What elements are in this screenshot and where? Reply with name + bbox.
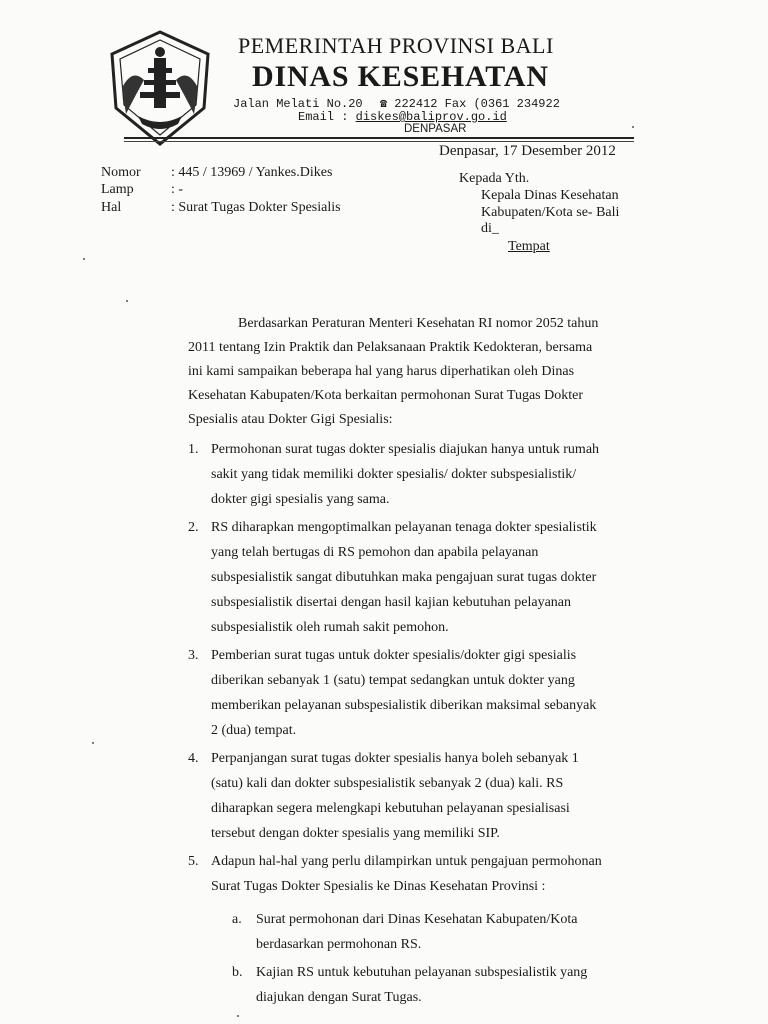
- item-3-line-3: memberikan pelayanan subspesialistik diberikan maksimal sebanyak: [211, 698, 597, 713]
- email-link[interactable]: diskes@baliprov.go.id: [355, 110, 507, 124]
- item-3-line-2: diberikan sebanyak 1 (satu) tempat sedangkan untuk dokter yang: [211, 673, 575, 688]
- item-2-line-5: subspesialistik oleh rumah sakit pemohon.: [211, 620, 449, 635]
- recipient-line-1: Kepala Dinas Kesehatan: [481, 188, 619, 203]
- subitem-a-line-2: berdasarkan permohonan RS.: [256, 937, 422, 952]
- item-4-line-3: diharapkan segera melengkapi kebutuhan pelayanan spesialisasi: [211, 801, 570, 816]
- meta-value-hal: : Surat Tugas Dokter Spesialis: [171, 200, 341, 215]
- subitem-b-line-2: diajukan dengan Surat Tugas.: [256, 990, 422, 1005]
- item-2-line-3: subspesialistik sangat dibutuhkan maka pengajuan surat tugas dokter: [211, 570, 597, 585]
- item-5-number: 5.: [188, 854, 199, 869]
- item-4-line-4: tersebut dengan dokter spesialis yang memiliki SIP.: [211, 826, 500, 841]
- email-line: [298, 110, 507, 124]
- item-3-line-1: Pemberian surat tugas untuk dokter spesialis/dokter gigi spesialis: [211, 648, 577, 663]
- address-line: [233, 96, 560, 111]
- intro-line-2: 2011 tentang Izin Praktik dan Pelaksanaan Praktik Kedokteran, bersama: [188, 340, 593, 355]
- item-2-line-1: RS diharapkan mengoptimalkan pelayanan tenaga dokter spesialistik: [211, 520, 597, 535]
- item-4-number: 4.: [188, 751, 199, 766]
- item-5-line-2: Surat Tugas Dokter Spesialis ke Dinas Kesehatan Provinsi :: [211, 879, 546, 894]
- item-1-line-1: Permohonan surat tugas dokter spesialis diajukan hanya untuk rumah: [211, 442, 600, 457]
- item-1-line-3: dokter gigi spesialis yang sama.: [211, 492, 390, 507]
- item-2-number: 2.: [188, 520, 199, 535]
- scan-speck: [126, 300, 128, 302]
- letterhead-rule-thick: [124, 137, 634, 139]
- government-name: PEMERINTAH PROVINSI BALI: [238, 33, 554, 58]
- item-2-line-4: subspesialistik disertai dengan hasil kajian kebutuhan pelayanan: [211, 595, 572, 610]
- email-label: Email :: [298, 110, 349, 124]
- phone-fax: 222412 Fax (0361 234922: [394, 97, 560, 111]
- intro-line-5: Spesialis atau Dokter Gigi Spesialis:: [188, 412, 393, 427]
- subitem-a-letter: a.: [232, 912, 242, 927]
- recipient-line-2: Kabupaten/Kota se- Bali: [481, 205, 620, 220]
- item-3-line-4: 2 (dua) tempat.: [211, 723, 297, 738]
- recipient-line-3: di_: [481, 221, 499, 236]
- letterhead-rule-thin: [124, 141, 634, 142]
- scan-speck: [92, 742, 94, 744]
- intro-line-4: Kesehatan Kabupaten/Kota berkaitan permohonan Surat Tugas Dokter: [188, 388, 584, 403]
- item-1-line-2: sakit yang tidak memiliki dokter spesialis/ dokter subspesialistik/: [211, 467, 577, 482]
- intro-line-1: Berdasarkan Peraturan Menteri Kesehatan RI nomor 2052 tahun: [238, 316, 599, 331]
- subitem-b-line-1: Kajian RS untuk kebutuhan pelayanan subspesialistik yang: [256, 965, 588, 980]
- recipient-place: Tempat: [508, 239, 550, 254]
- street-address: Jalan Melati No.20: [233, 97, 363, 111]
- item-4-line-2: (satu) kali dan dokter subspesialistik sebanyak 2 (dua) kali. RS: [211, 776, 564, 791]
- city-name: DENPASAR: [404, 123, 467, 135]
- bali-province-emblem: [104, 28, 216, 148]
- intro-line-3: ini kami sampaikan beberapa hal yang harus diperhatikan oleh Dinas: [188, 364, 575, 379]
- meta-label-lamp: Lamp: [101, 182, 134, 197]
- meta-label-hal: Hal: [101, 200, 122, 215]
- department-name: DINAS KESEHATAN: [252, 60, 549, 93]
- recipient-salutation: Kepada Yth.: [459, 171, 530, 186]
- letter-date: Denpasar, 17 Desember 2012: [439, 143, 616, 159]
- item-4-line-1: Perpanjangan surat tugas dokter spesialis hanya boleh sebanyak 1: [211, 751, 579, 766]
- scan-speck: [237, 1015, 239, 1017]
- item-5-line-1: Adapun hal-hal yang perlu dilampirkan untuk pengajuan permohonan: [211, 854, 602, 869]
- item-3-number: 3.: [188, 648, 199, 663]
- scan-speck: [632, 126, 634, 128]
- meta-value-lamp: : -: [171, 182, 184, 197]
- meta-value-nomor: : 445 / 13969 / Yankes.Dikes: [171, 165, 333, 180]
- item-2-line-2: yang telah bertugas di RS pemohon dan apabila pelayanan: [211, 545, 539, 560]
- meta-label-nomor: Nomor: [101, 165, 141, 180]
- phone-icon: ☎: [379, 97, 388, 111]
- scan-speck: [83, 258, 85, 260]
- subitem-a-line-1: Surat permohonan dari Dinas Kesehatan Kabupaten/Kota: [256, 912, 578, 927]
- item-1-number: 1.: [188, 442, 199, 457]
- subitem-b-letter: b.: [232, 965, 243, 980]
